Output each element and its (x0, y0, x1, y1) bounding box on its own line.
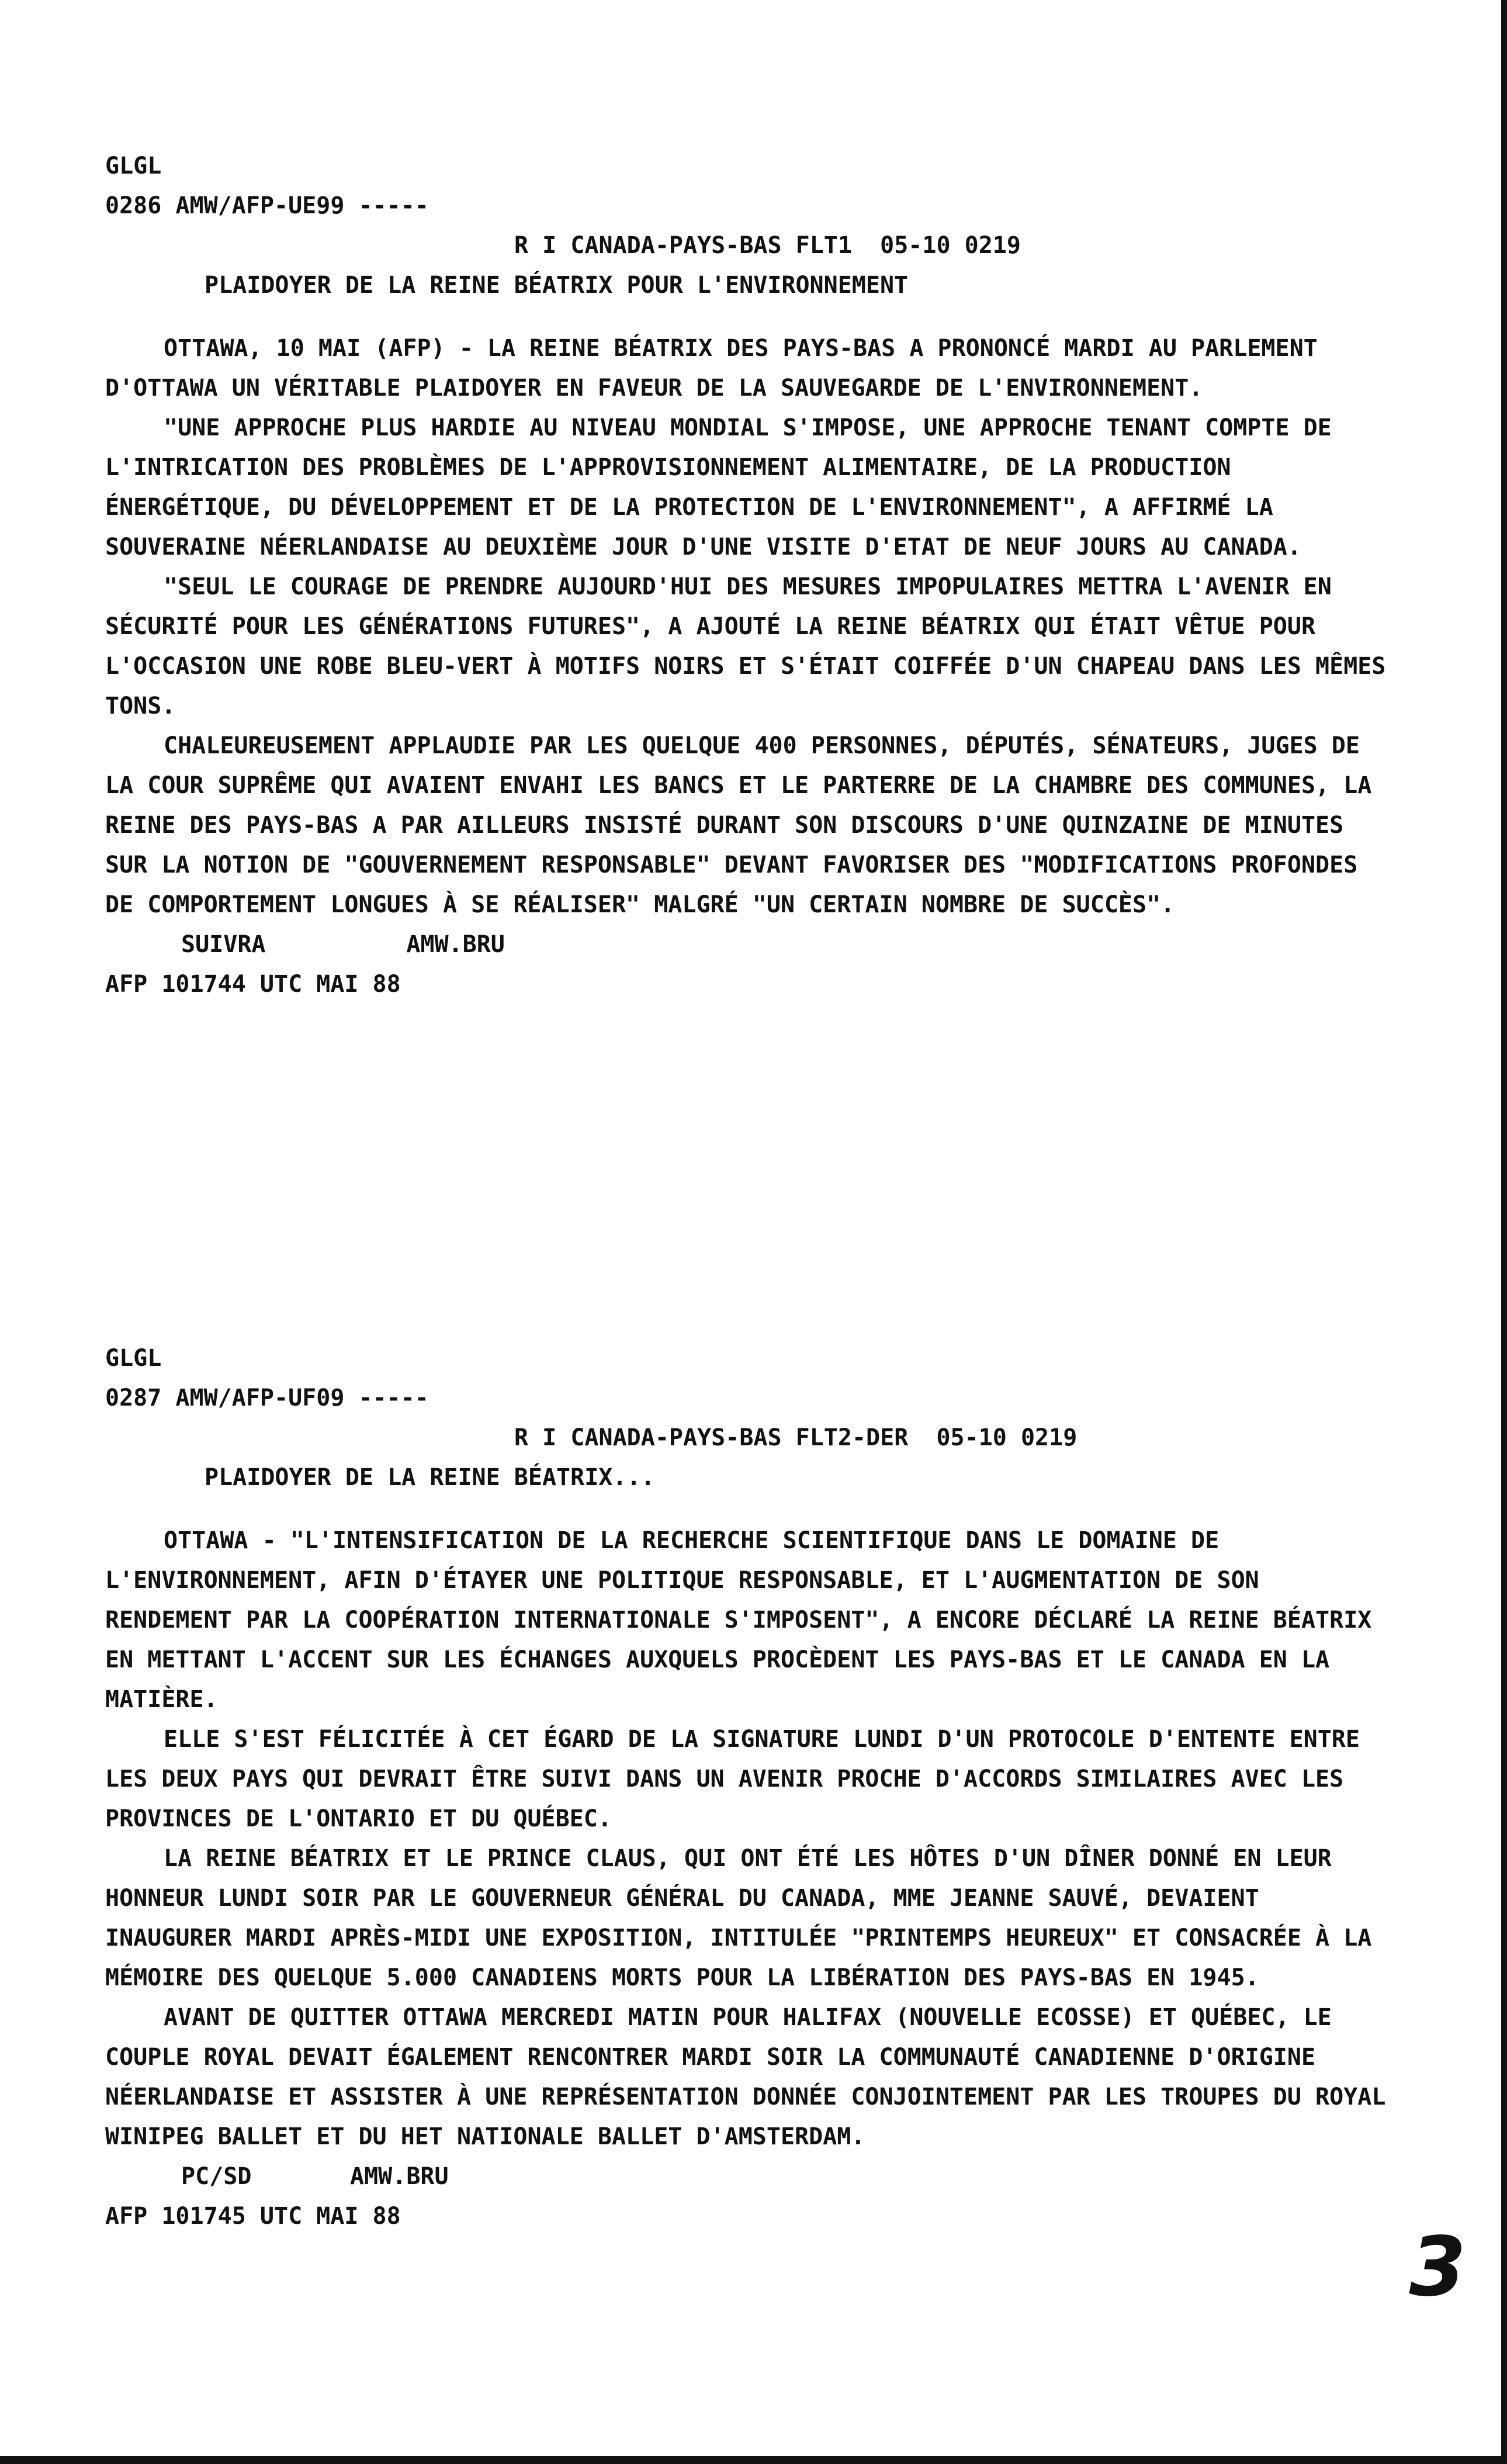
signoff: SUIVRA AMW.BRU (181, 931, 505, 958)
paragraph: "UNE APPROCHE PLUS HARDIE AU NIVEAU MONDIAL S'IMPOSE, UNE APPROCHE TENANT COMPTE DE L'INTRICATION DES PROBLÈMES DE L'APPROVISIONNEMENT ALIMENTAIRE, DE LA PRODUCTION ÉNERGÉTIQUE, DU DÉVELOPPEMENT ET DE LA PROTECTION DE L'ENVIRONNEMENT", A AFFIRMÉ LA SOUVERAINE NÉERLANDAISE AU DEUXIÈME JOUR D'UNE VISITE D'ETAT DE NEUF JOURS AU CANADA. (105, 414, 1332, 560)
slug-line: R I CANADA-PAYS-BAS FLT1 05-10 0219 (514, 232, 1021, 259)
routing-code: GLGL (105, 1345, 162, 1372)
page-number: 3 (1409, 2220, 1466, 2315)
paragraph: OTTAWA, 10 MAI (AFP) - LA REINE BÉATRIX DES PAYS-BAS A PRONONCÉ MARDI AU PARLEMENT D'OTTAWA UN VÉRITABLE PLAIDOYER EN FAVEUR DE LA SAUVEGARDE DE L'ENVIRONNEMENT. (105, 335, 1318, 402)
routing-code: GLGL (105, 153, 162, 179)
dispatch-footer: AFP 101744 UTC MAI 88 (105, 971, 401, 998)
dispatch-2 (105, 1338, 1391, 2236)
slug-line: R I CANADA-PAYS-BAS FLT2-DER 05-10 0219 (514, 1424, 1078, 1451)
dispatch-id-line: 0286 AMW/AFP-UE99 ----- (105, 192, 429, 219)
dispatch-title: PLAIDOYER DE LA REINE BÉATRIX POUR L'ENVIRONNEMENT (205, 272, 909, 299)
paragraph: ELLE S'EST FÉLICITÉE À CET ÉGARD DE LA SIGNATURE LUNDI D'UN PROTOCOLE D'ENTENTE ENTRE LES DEUX PAYS QUI DEVRAIT ÊTRE SUIVI DANS UN AVENIR PROCHE D'ACCORDS SIMILAIRES AVEC LES PROVINCES DE L'ONTARIO ET DU QUÉBEC. (105, 1726, 1360, 1832)
paragraph: CHALEUREUSEMENT APPLAUDIE PAR LES QUELQUE 400 PERSONNES, DÉPUTÉS, SÉNATEURS, JUGES DE LA COUR SUPRÊME QUI AVAIENT ENVAHI LES BANCS ET LE PARTERRE DE LA CHAMBRE DES COMMUNES, LA REINE DES PAYS-BAS A PAR AILLEURS INSISTÉ DURANT SON DISCOURS D'UNE QUINZAINE DE MINUTES SUR LA NOTION DE "GOUVERNEMENT RESPONSABLE" DEVANT FAVORISER DES "MODIFICATIONS PROFONDES DE COMPORTEMENT LONGUES À SE RÉALISER" MALGRÉ "UN CERTAIN NOMBRE DE SUCCÈS". (105, 732, 1372, 918)
paragraph: LA REINE BÉATRIX ET LE PRINCE CLAUS, QUI ONT ÉTÉ LES HÔTES D'UN DÎNER DONNÉ EN LEUR HONNEUR LUNDI SOIR PAR LE GOUVERNEUR GÉNÉRAL DU CANADA, MME JEANNE SAUVÉ, DEVAIENT INAUGURER MARDI APRÈS-MIDI UNE EXPOSITION, INTITULÉE "PRINTEMPS HEUREUX" ET CONSACRÉE À LA MÉMOIRE DES QUELQUE 5.000 CANADIENS MORTS POUR LA LIBÉRATION DES PAYS-BAS EN 1945. (105, 1845, 1372, 1991)
paragraph: "SEUL LE COURAGE DE PRENDRE AUJOURD'HUI DES MESURES IMPOPULAIRES METTRA L'AVENIR EN SÉCURITÉ POUR LES GÉNÉRATIONS FUTURES", A AJOUTÉ LA REINE BÉATRIX QUI ÉTAIT VÊTUE POUR L'OCCASION UNE ROBE BLEU-VERT À MOTIFS NOIRS ET S'ÉTAIT COIFFÉE D'UN CHAPEAU DANS LES MÊMES TONS. (105, 573, 1386, 719)
paragraph: AVANT DE QUITTER OTTAWA MERCREDI MATIN POUR HALIFAX (NOUVELLE ECOSSE) ET QUÉBEC, LE COUPLE ROYAL DEVAIT ÉGALEMENT RENCONTRER MARDI SOIR LA COMMUNAUTÉ CANADIENNE D'ORIGINE NÉERLANDAISE ET ASSISTER À UNE REPRÉSENTATION DONNÉE CONJOINTEMENT PAR LES TROUPES DU ROYAL WINIPEG BALLET ET DU HET NATIONALE BALLET D'AMSTERDAM. (105, 2004, 1386, 2150)
page-edge-right (1501, 0, 1507, 2464)
dispatch-id-line: 0287 AMW/AFP-UF09 ----- (105, 1385, 429, 1411)
page-edge-bottom (0, 2456, 1507, 2464)
paragraph: OTTAWA - "L'INTENSIFICATION DE LA RECHERCHE SCIENTIFIQUE DANS LE DOMAINE DE L'ENVIRONNEMENT, AFIN D'ÉTAYER UNE POLITIQUE RESPONSABLE, ET L'AUGMENTATION DE SON RENDEMENT PAR LA COOPÉRATION INTERNATIONALE S'IMPOSENT", A ENCORE DÉCLARÉ LA REINE BÉATRIX EN METTANT L'ACCENT SUR LES ÉCHANGES AUXQUELS PROCÈDENT LES PAYS-BAS ET LE CANADA EN LA MATIÈRE. (105, 1527, 1372, 1713)
signoff: PC/SD AMW.BRU (181, 2163, 449, 2190)
dispatch-title: PLAIDOYER DE LA REINE BÉATRIX... (205, 1464, 655, 1491)
dispatch-footer: AFP 101745 UTC MAI 88 (105, 2203, 401, 2230)
dispatch-1 (105, 146, 1391, 1004)
